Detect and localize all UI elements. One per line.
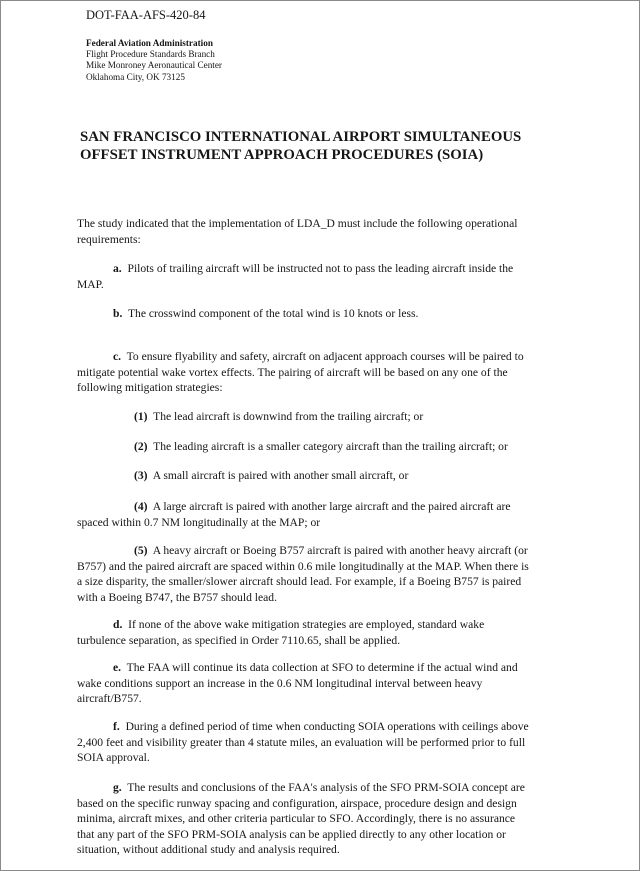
item-label: (2): [134, 440, 148, 453]
requirement-c: c. To ensure flyability and safety, aircraft on adjacent approach courses will be paired to mitigate potential wake vortex effects. The pairing of aircraft will be based on any one of the following mitigation strategies:: [77, 350, 524, 394]
agency-city: Oklahoma City, OK 73125: [86, 71, 185, 82]
strategy-2: (2) The leading aircraft is a smaller category aircraft than the trailing aircraft; or: [134, 440, 508, 453]
item-label: g.: [113, 781, 122, 794]
requirement-d: d. If none of the above wake mitigation strategies are employed, standard wake turbulence separation, as specified in Order 7110.65, shall be applied.: [77, 618, 485, 647]
item-label: f.: [113, 720, 120, 733]
document-id: DOT-FAA-AFS-420-84: [86, 8, 206, 22]
item-label: (3): [134, 469, 148, 482]
strategy-1: (1) The lead aircraft is downwind from the trailing aircraft; or: [134, 410, 424, 423]
document-title: [80, 128, 521, 164]
item-label: (1): [134, 410, 148, 423]
item-label: d.: [113, 618, 123, 631]
strategy-3: (3) A small aircraft is paired with another small aircraft, or: [134, 469, 409, 482]
item-label: (4): [134, 500, 148, 513]
requirement-f: f. During a defined period of time when conducting SOIA operations with ceilings above 2,400 feet and visibility greater than 4 statute miles, an evaluation will be performed prior to full SOIA approval.: [77, 720, 529, 764]
item-label: a.: [113, 262, 122, 275]
item-label: c.: [113, 350, 122, 363]
strategy-4: (4) A large aircraft is paired with another large aircraft and the paired aircraft are spaced within 0.7 NM longitudinally at the MAP; or: [77, 500, 511, 529]
requirement-g: g. The results and conclusions of the FAA's analysis of the SFO PRM-SOIA concept are based on the specific runway spacing and configuration, airspace, procedure design and design minima, aircraft mixes, and other criteria particular to SFO. Accordingly, there is no assurance that any part of the SFO PRM-SOIA analysis can be applied directly to any other location or situation, without additional study and analysis required.: [77, 781, 525, 856]
agency-address-block: [86, 38, 222, 83]
requirement-a: a. Pilots of trailing aircraft will be instructed not to pass the leading aircraft inside the MAP.: [77, 262, 514, 291]
item-label: e.: [113, 661, 122, 674]
agency-branch: Flight Procedure Standards Branch: [86, 49, 215, 60]
requirement-e: e. The FAA will continue its data collection at SFO to determine if the actual wind and wake conditions support an increase in the 0.6 NM longitudinal interval between heavy aircraft/B757.: [77, 661, 518, 705]
item-label: b.: [113, 307, 123, 320]
requirement-b: b. The crosswind component of the total wind is 10 knots or less.: [113, 307, 419, 320]
agency-name: Federal Aviation Administration: [86, 38, 213, 48]
agency-center: Mike Monroney Aeronautical Center: [86, 60, 222, 71]
intro-paragraph: The study indicated that the implementation of LDA_D must include the following operational requirements:: [77, 217, 518, 246]
item-label: (5): [134, 544, 148, 557]
strategy-5: (5) A heavy aircraft or Boeing B757 aircraft is paired with another heavy aircraft (or B757) and the paired aircraft are spaced within 0.6 mile longitudinally at the MAP. When there is a size disparity, the smaller/slower aircraft should lead. For example, if a Boeing B757 is paired with a Boeing B747, the B757 should lead.: [77, 544, 529, 604]
title-line-1: SAN FRANCISCO INTERNATIONAL AIRPORT SIMULTANEOUS: [80, 129, 522, 145]
title-line-2: OFFSET INSTRUMENT APPROACH PROCEDURES (SOIA): [80, 147, 484, 163]
